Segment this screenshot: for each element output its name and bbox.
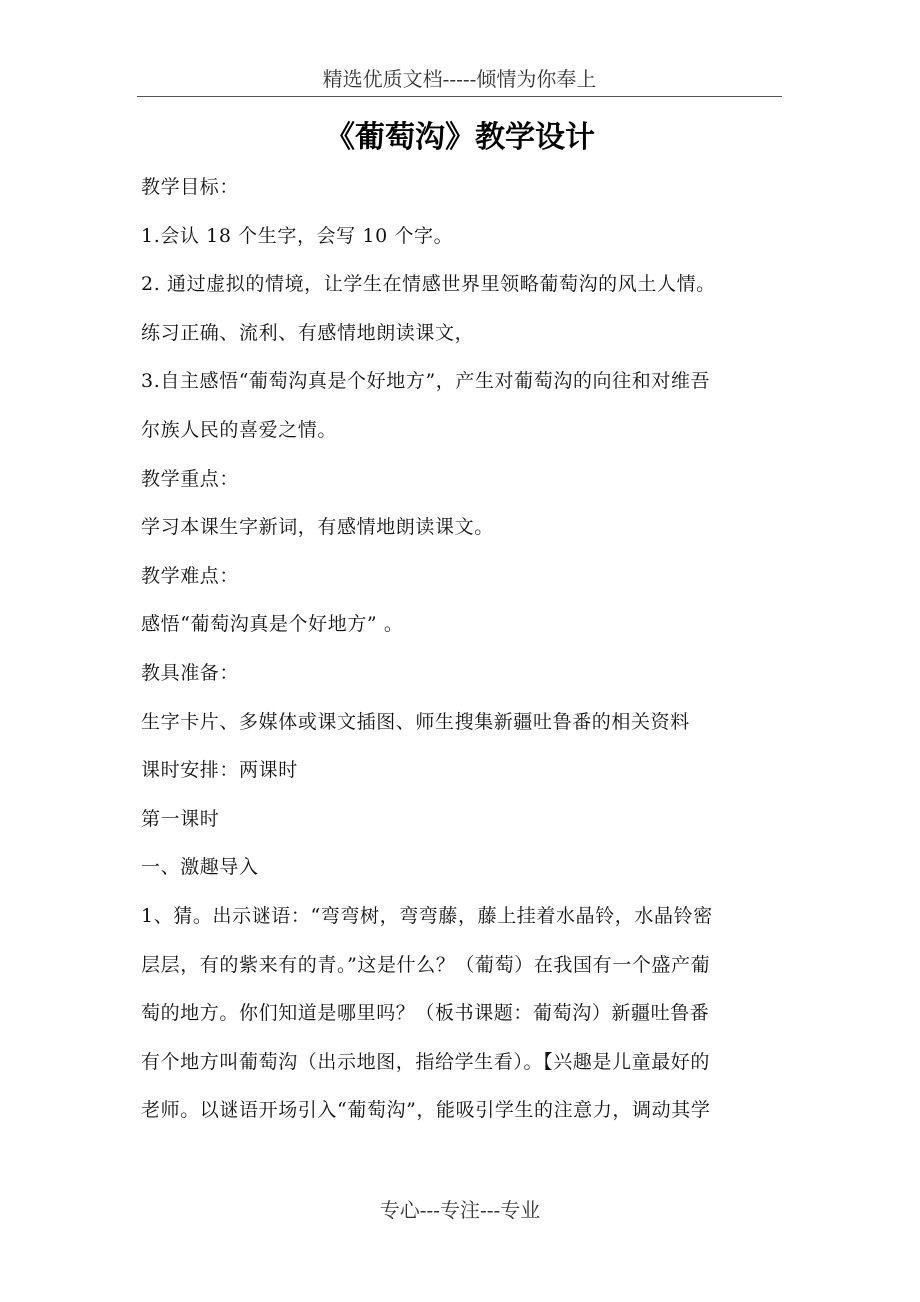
lesson-heading: 第一课时 bbox=[141, 807, 220, 830]
page-footer: 专心---专注---专业 bbox=[379, 1198, 541, 1222]
schedule-text: 课时安排：两课时 bbox=[141, 759, 298, 782]
objective-3: 3.自主感悟“葡萄沟真是个好地方”，产生对葡萄沟的向往和对维吾 bbox=[141, 370, 711, 393]
paragraph-line: 层层，有的紫来有的青。”这是什么？（葡萄）在我国有一个盛产葡 bbox=[141, 953, 711, 976]
section-heading-objectives: 教学目标： bbox=[141, 176, 240, 198]
page-header: 精选优质文档-----倾情为你奉上 bbox=[137, 62, 782, 97]
paragraph-line: 有个地方叫葡萄沟（出示地图，指给学生看）。【兴趣是儿童最好的 bbox=[141, 1050, 711, 1073]
document-title: 《葡萄沟》教学设计 bbox=[325, 120, 595, 155]
section-heading-key-points: 教学重点： bbox=[141, 467, 240, 490]
paragraph-line: 老师。以谜语开场引入“葡萄沟”，能吸引学生的注意力，调动其学 bbox=[141, 1099, 711, 1122]
objective-2: 2. 通过虚拟的情境，让学生在情感世界里领略葡萄沟的风土人情。 bbox=[141, 273, 716, 296]
objective-3-continued: 尔族人民的喜爱之情。 bbox=[141, 418, 338, 441]
objective-1: 1.会认 18 个生字，会写 10 个字。 bbox=[141, 224, 454, 247]
materials-text: 生字卡片、多媒体或课文插图、师生搜集新疆吐鲁番的相关资料 bbox=[141, 710, 690, 733]
difficulties-text: 感悟“葡萄沟真是个好地方” 。 bbox=[141, 613, 404, 636]
document-body bbox=[141, 163, 781, 1135]
paragraph-line: 1、猜。出示谜语：“弯弯树，弯弯藤，藤上挂着水晶铃，水晶铃密 bbox=[141, 904, 713, 927]
paragraph-line: 萄的地方。你们知道是哪里吗？（板书课题：葡萄沟）新疆吐鲁番 bbox=[141, 1002, 710, 1025]
key-points-text: 学习本课生字新词，有感情地朗读课文。 bbox=[141, 516, 494, 539]
objective-2-continued: 练习正确、流利、有感情地朗读课文， bbox=[141, 321, 475, 344]
part-heading-intro: 一、激趣导入 bbox=[141, 856, 259, 879]
section-heading-materials: 教具准备： bbox=[141, 661, 240, 684]
section-heading-difficulties: 教学难点： bbox=[141, 564, 240, 587]
